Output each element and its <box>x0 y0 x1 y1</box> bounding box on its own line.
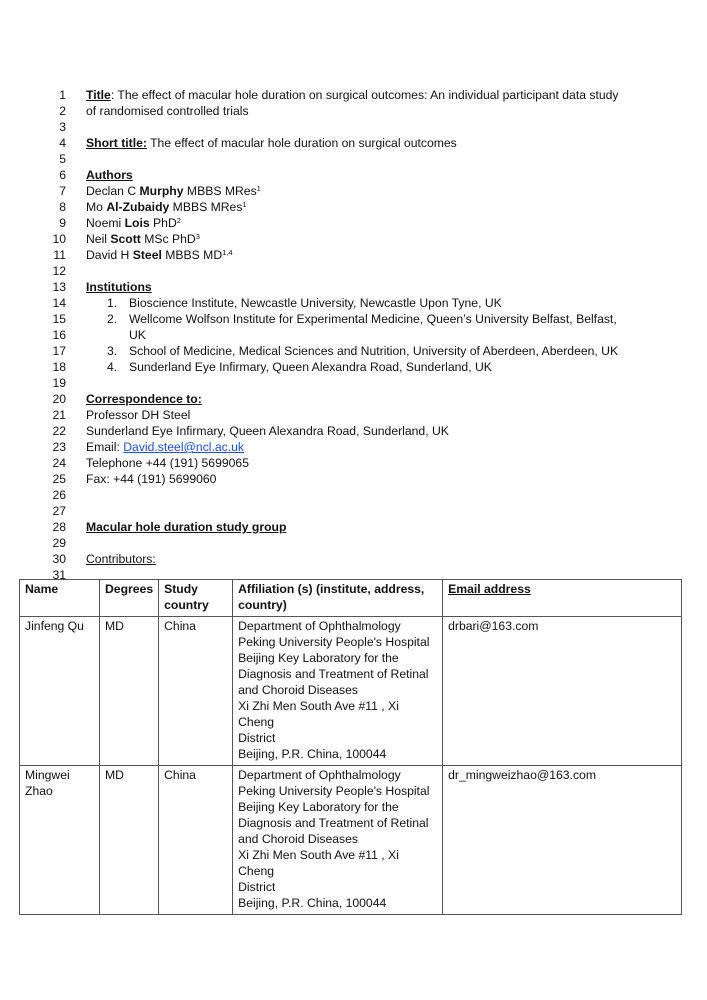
line-number-text: 6 <box>59 168 66 182</box>
author-first: Mo <box>86 200 107 214</box>
short-title-label: Short title: <box>86 136 147 150</box>
line-number-text: 5 <box>59 152 66 166</box>
correspondence-fax: Fax: +44 (191) 5699060 <box>86 472 217 486</box>
line-number-text: 22 <box>52 424 66 438</box>
title-text: : The effect of macular hole duration on surgical outcomes: An individual participant data study <box>110 88 619 102</box>
affiliation-line: Beijing, P.R. China, 100044 <box>238 896 387 910</box>
cell-affiliation <box>233 766 443 915</box>
correspondence-heading: Correspondence to: <box>86 392 202 406</box>
cell-affiliation <box>233 617 443 766</box>
cell-degrees: MD <box>100 617 159 766</box>
line-number-text: 16 <box>52 328 66 342</box>
correspondence-telephone: Telephone +44 (191) 5699065 <box>86 456 249 470</box>
line-number-text: 31 <box>52 568 66 582</box>
cell-country: China <box>159 766 233 915</box>
line-number-text: 24 <box>52 456 66 470</box>
cell-country: China <box>159 617 233 766</box>
institution-number: 1. <box>107 296 118 310</box>
authors-heading: Authors <box>86 168 133 182</box>
line-number-text: 13 <box>52 280 66 294</box>
affiliation-line: Department of Ophthalmology <box>238 768 401 782</box>
institution-number: 4. <box>107 360 118 374</box>
header-degrees: Degrees <box>100 580 159 617</box>
title-text-continued: of randomised controlled trials <box>86 104 249 118</box>
author-affiliation-sup: 1,4 <box>222 248 233 257</box>
affiliation-line: Diagnosis and Treatment of Retinal <box>238 667 429 681</box>
correspondence-address: Sunderland Eye Infirmary, Queen Alexandra Road, Sunderland, UK <box>86 424 449 438</box>
line-number-text: 28 <box>52 520 66 534</box>
institution-number: 3. <box>107 344 118 358</box>
author-degrees: PhD <box>149 216 177 230</box>
cell-name: Jinfeng Qu <box>20 617 100 766</box>
table-row <box>20 766 682 915</box>
line-number-text: 4 <box>59 136 66 150</box>
author-affiliation-sup: 2 <box>176 216 181 225</box>
affiliation-line: District <box>238 880 276 894</box>
author-degrees: MBBS MRes <box>183 184 257 198</box>
institutions-heading: Institutions <box>86 280 152 294</box>
line-number-text: 1 <box>59 88 66 102</box>
line-number-text: 11 <box>53 248 66 262</box>
institution-text: Sunderland Eye Infirmary, Queen Alexandra Road, Sunderland, UK <box>129 360 492 374</box>
line-number-text: 10 <box>52 232 66 246</box>
affiliation-line: District <box>238 731 276 745</box>
line-number-text: 15 <box>52 312 66 326</box>
header-email <box>443 580 682 617</box>
table-header-row <box>20 580 682 617</box>
author-degrees: MBBS MRes <box>169 200 243 214</box>
cell-email: dr_mingweizhao@163.com <box>443 766 682 915</box>
line-number-text: 29 <box>52 536 66 550</box>
line-number-text: 19 <box>52 376 66 390</box>
affiliation-line: Diagnosis and Treatment of Retinal <box>238 816 429 830</box>
line-number-text: 25 <box>52 472 66 486</box>
author-degrees: MBBS MD <box>161 248 223 262</box>
contributors-table <box>19 579 682 915</box>
correspondence-name: Professor DH Steel <box>86 408 191 422</box>
institution-text-continued: UK <box>129 328 146 342</box>
affiliation-line: Beijing Key Laboratory for the <box>238 800 399 814</box>
author-last: Murphy <box>139 184 184 198</box>
author-last: Lois <box>124 216 150 230</box>
affiliation-line: Beijing Key Laboratory for the <box>238 651 399 665</box>
author-first: Neil <box>86 232 111 246</box>
header-name: Name <box>20 580 100 617</box>
cell-name: Mingwei Zhao <box>20 766 100 915</box>
line-number-text: 3 <box>59 120 66 134</box>
contributors-label: Contributors: <box>86 552 156 566</box>
line-number-text: 7 <box>59 184 66 198</box>
institution-text: Wellcome Wolfson Institute for Experimental Medicine, Queen’s University Belfast, Belfast, <box>129 312 617 326</box>
cell-email: drbari@163.com <box>443 617 682 766</box>
institution-text: Bioscience Institute, Newcastle University, Newcastle Upon Tyne, UK <box>129 296 502 310</box>
affiliation-line: Peking University People's Hospital <box>238 784 430 798</box>
email-label: Email: <box>86 440 124 454</box>
line-number-text: 20 <box>52 392 66 406</box>
author-affiliation-sup: 3 <box>195 232 200 241</box>
line-number-text: 12 <box>52 264 66 278</box>
line-number-text: 17 <box>52 344 66 358</box>
line-number-text: 30 <box>52 552 66 566</box>
header-email-label: Email address <box>448 582 531 596</box>
study-group-heading: Macular hole duration study group <box>86 520 287 534</box>
line-number-text: 14 <box>52 296 66 310</box>
author-first: Noemi <box>86 216 125 230</box>
institution-number: 2. <box>107 312 118 326</box>
title-label: Title <box>86 88 111 102</box>
institution-text: School of Medicine, Medical Sciences and Nutrition, University of Aberdeen, Aberdeen, UK <box>129 344 619 358</box>
line-number-text: 9 <box>59 216 66 230</box>
line-number-text: 8 <box>59 200 66 214</box>
cell-degrees: MD <box>100 766 159 915</box>
line-number-text: 27 <box>52 504 66 518</box>
line-number-text: 23 <box>52 440 66 454</box>
affiliation-line: Peking University People's Hospital <box>238 635 430 649</box>
correspondence-email-link[interactable]: David.steel@ncl.ac.uk <box>123 440 245 454</box>
author-affiliation-sup: 1 <box>242 200 247 209</box>
header-affiliation: Affiliation (s) (institute, address, country) <box>233 580 443 617</box>
line-number-text: 18 <box>52 360 66 374</box>
affiliation-line: Xi Zhi Men South Ave #11 , Xi Cheng <box>238 699 399 729</box>
affiliation-line: Beijing, P.R. China, 100044 <box>238 747 387 761</box>
line-number-text: 26 <box>52 488 66 502</box>
affiliation-line: Department of Ophthalmology <box>238 619 401 633</box>
short-title-text: The effect of macular hole duration on surgical outcomes <box>146 136 457 150</box>
author-last: Al-Zubaidy <box>106 200 170 214</box>
author-degrees: MSc PhD <box>140 232 196 246</box>
header-study-country: Study country <box>159 580 233 617</box>
affiliation-line: and Choroid Diseases <box>238 683 359 697</box>
author-first: Declan C <box>86 184 140 198</box>
author-last: Scott <box>110 232 141 246</box>
author-affiliation-sup: 1 <box>256 184 261 193</box>
affiliation-line: and Choroid Diseases <box>238 832 359 846</box>
line-number-text: 2 <box>59 104 66 118</box>
affiliation-line: Xi Zhi Men South Ave #11 , Xi Cheng <box>238 848 399 878</box>
author-first: David H <box>86 248 133 262</box>
line-number-text: 21 <box>52 408 66 422</box>
table-row <box>20 617 682 766</box>
author-last: Steel <box>132 248 162 262</box>
